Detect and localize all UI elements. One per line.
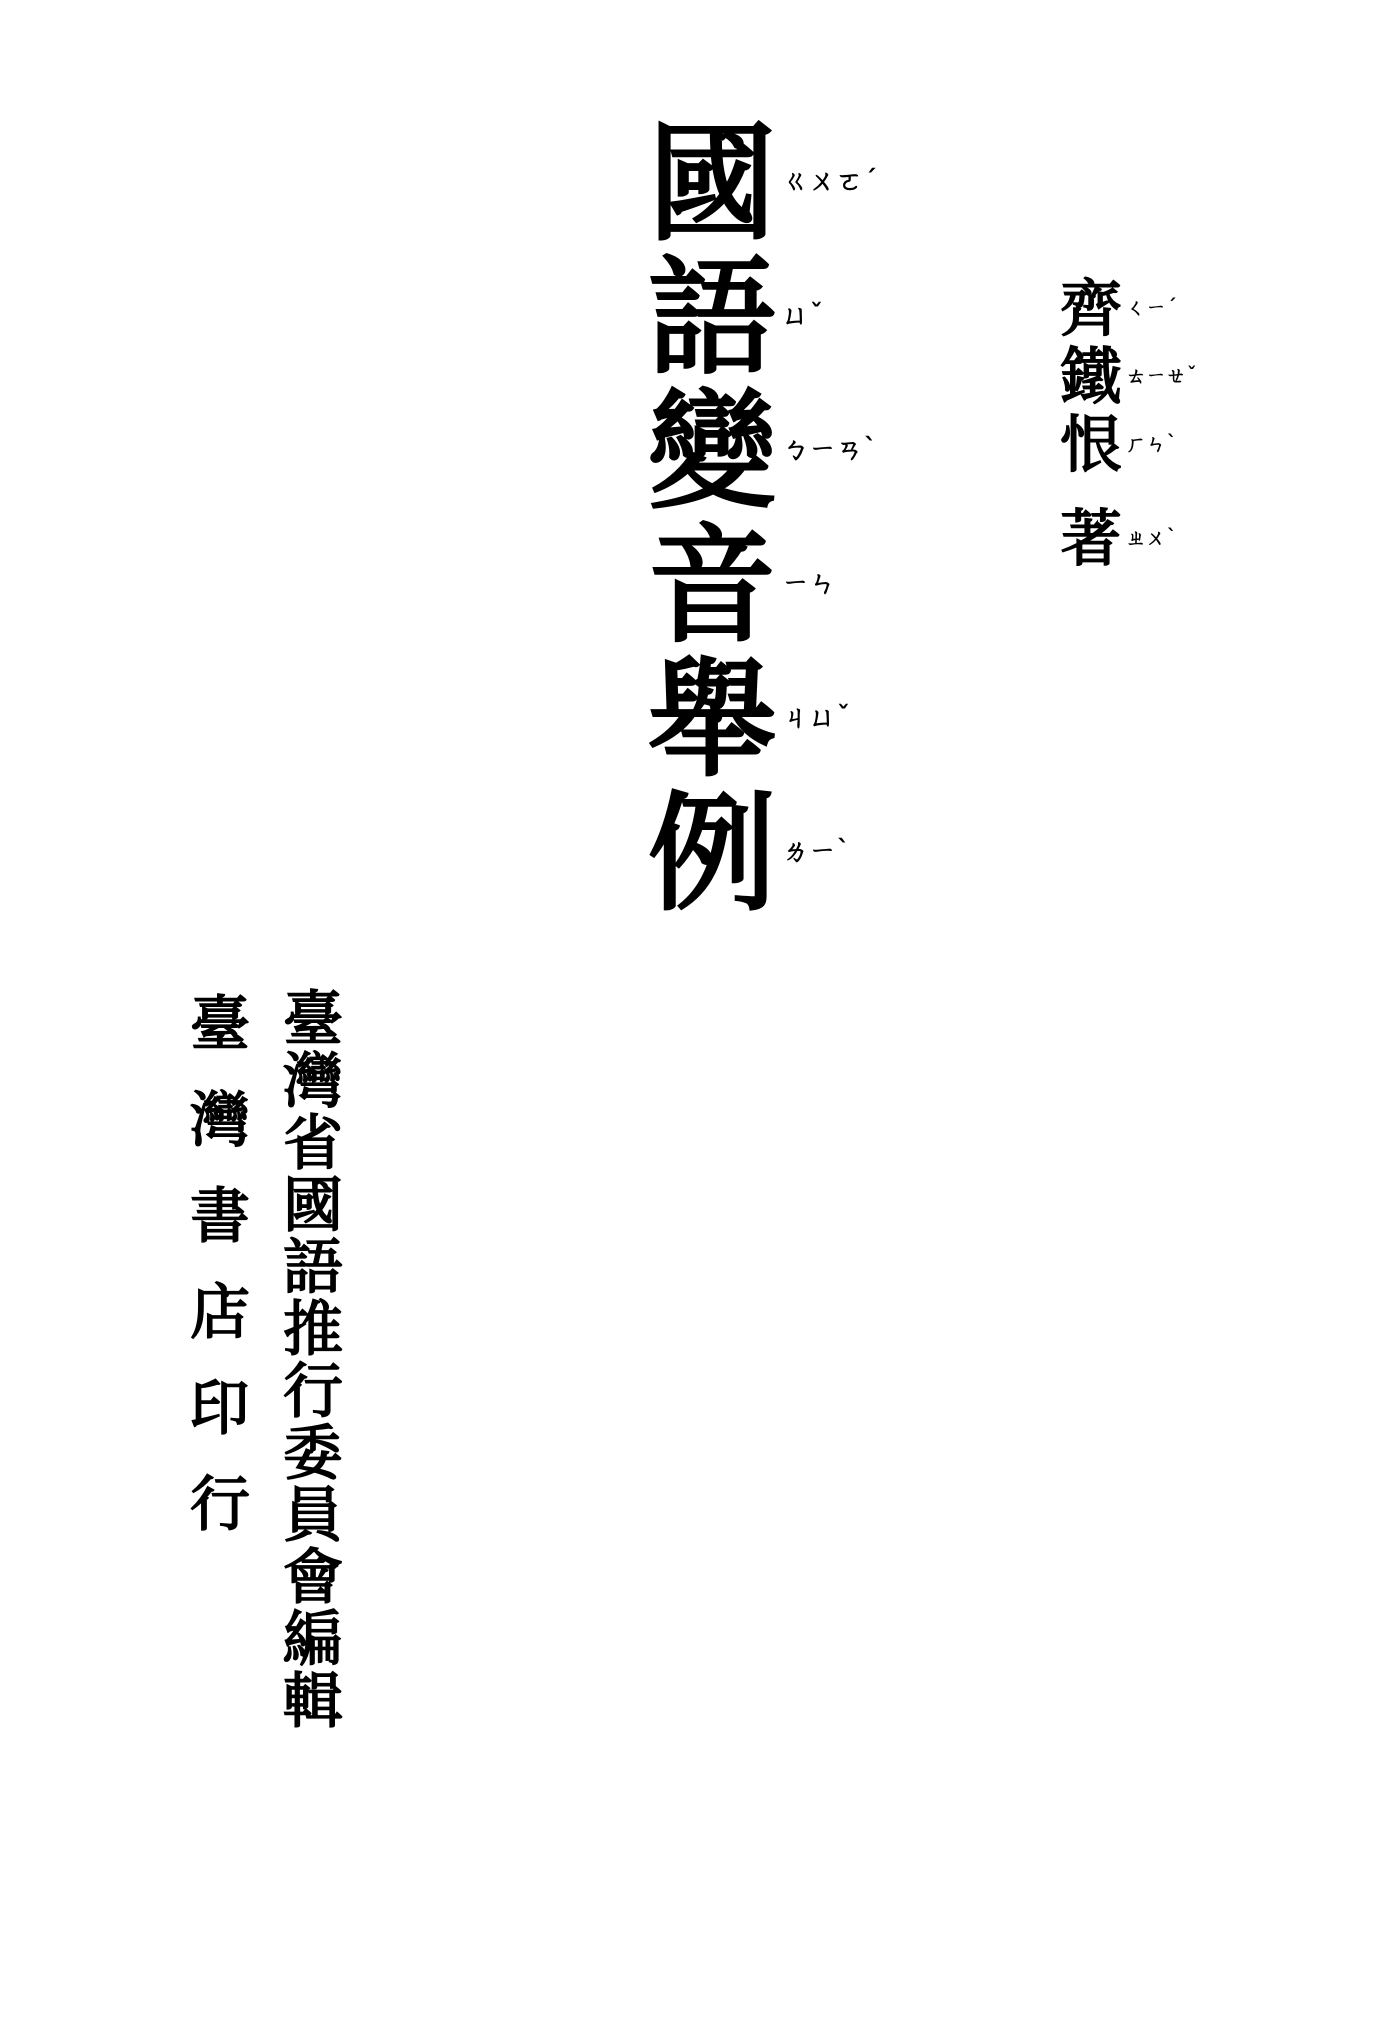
author-char [1060, 272, 1177, 345]
title-char [648, 645, 850, 795]
title-han: 變 [648, 377, 777, 527]
editor-han: 委 [283, 1419, 343, 1489]
author-han: 恨 [1060, 408, 1123, 481]
author-han: 齊 [1060, 272, 1123, 345]
publisher-han: 印 [190, 1374, 250, 1444]
title-han: 音 [648, 511, 777, 661]
editor-han: 輯 [283, 1667, 343, 1737]
editor-han: 會 [283, 1543, 343, 1613]
book-title [648, 109, 877, 929]
author-char [1060, 408, 1177, 481]
editor-han: 臺 [283, 985, 343, 1055]
author-bopomofo: ㄑㄧ ˊ [1126, 295, 1177, 320]
title-bopomofo: ㄐㄩ ˇ [782, 701, 850, 734]
editor-han: 灣 [283, 1047, 343, 1117]
title-char [648, 243, 823, 393]
title-bopomofo: ㄍㄨㄛ ˊ [782, 165, 877, 198]
editor-han: 國 [283, 1171, 343, 1241]
publisher-han: 灣 [190, 1086, 250, 1156]
author-han: 鐵 [1060, 340, 1123, 413]
author-bopomofo: ㄏㄣ ˋ [1126, 431, 1177, 456]
editor-han: 員 [283, 1481, 343, 1551]
publisher-han: 書 [190, 1182, 250, 1252]
editor-han: 行 [283, 1357, 343, 1427]
publisher-han: 行 [190, 1470, 250, 1540]
title-han: 例 [648, 779, 777, 929]
editor-han: 編 [283, 1605, 343, 1675]
title-han: 國 [648, 109, 777, 259]
publisher-imprint [190, 990, 250, 1571]
title-bopomofo: ㄩ ˇ [782, 299, 823, 332]
author-char [1060, 502, 1177, 575]
editor-han: 推 [283, 1295, 343, 1365]
editor-credit [283, 985, 343, 1737]
author-bopomofo: ㄓㄨ ˋ [1126, 525, 1177, 550]
author-byline [1060, 272, 1197, 576]
title-bopomofo: ㄅㄧㄢ ˋ [782, 433, 877, 466]
editor-han: 省 [283, 1109, 343, 1179]
author-char [1060, 340, 1197, 413]
title-han: 舉 [648, 645, 777, 795]
editor-han: 語 [283, 1233, 343, 1303]
publisher-han: 店 [190, 1278, 250, 1348]
title-bopomofo: ㄧㄣ [782, 568, 837, 600]
publisher-han: 臺 [190, 990, 250, 1060]
title-han: 語 [648, 243, 777, 393]
title-bopomofo: ㄌㄧ ˋ [782, 835, 850, 868]
title-char [648, 511, 837, 661]
title-char [648, 779, 850, 929]
author-han: 著 [1060, 502, 1123, 575]
title-char [648, 109, 877, 259]
author-bopomofo: ㄊㄧㄝ ˇ [1126, 363, 1197, 388]
title-char [648, 377, 877, 527]
